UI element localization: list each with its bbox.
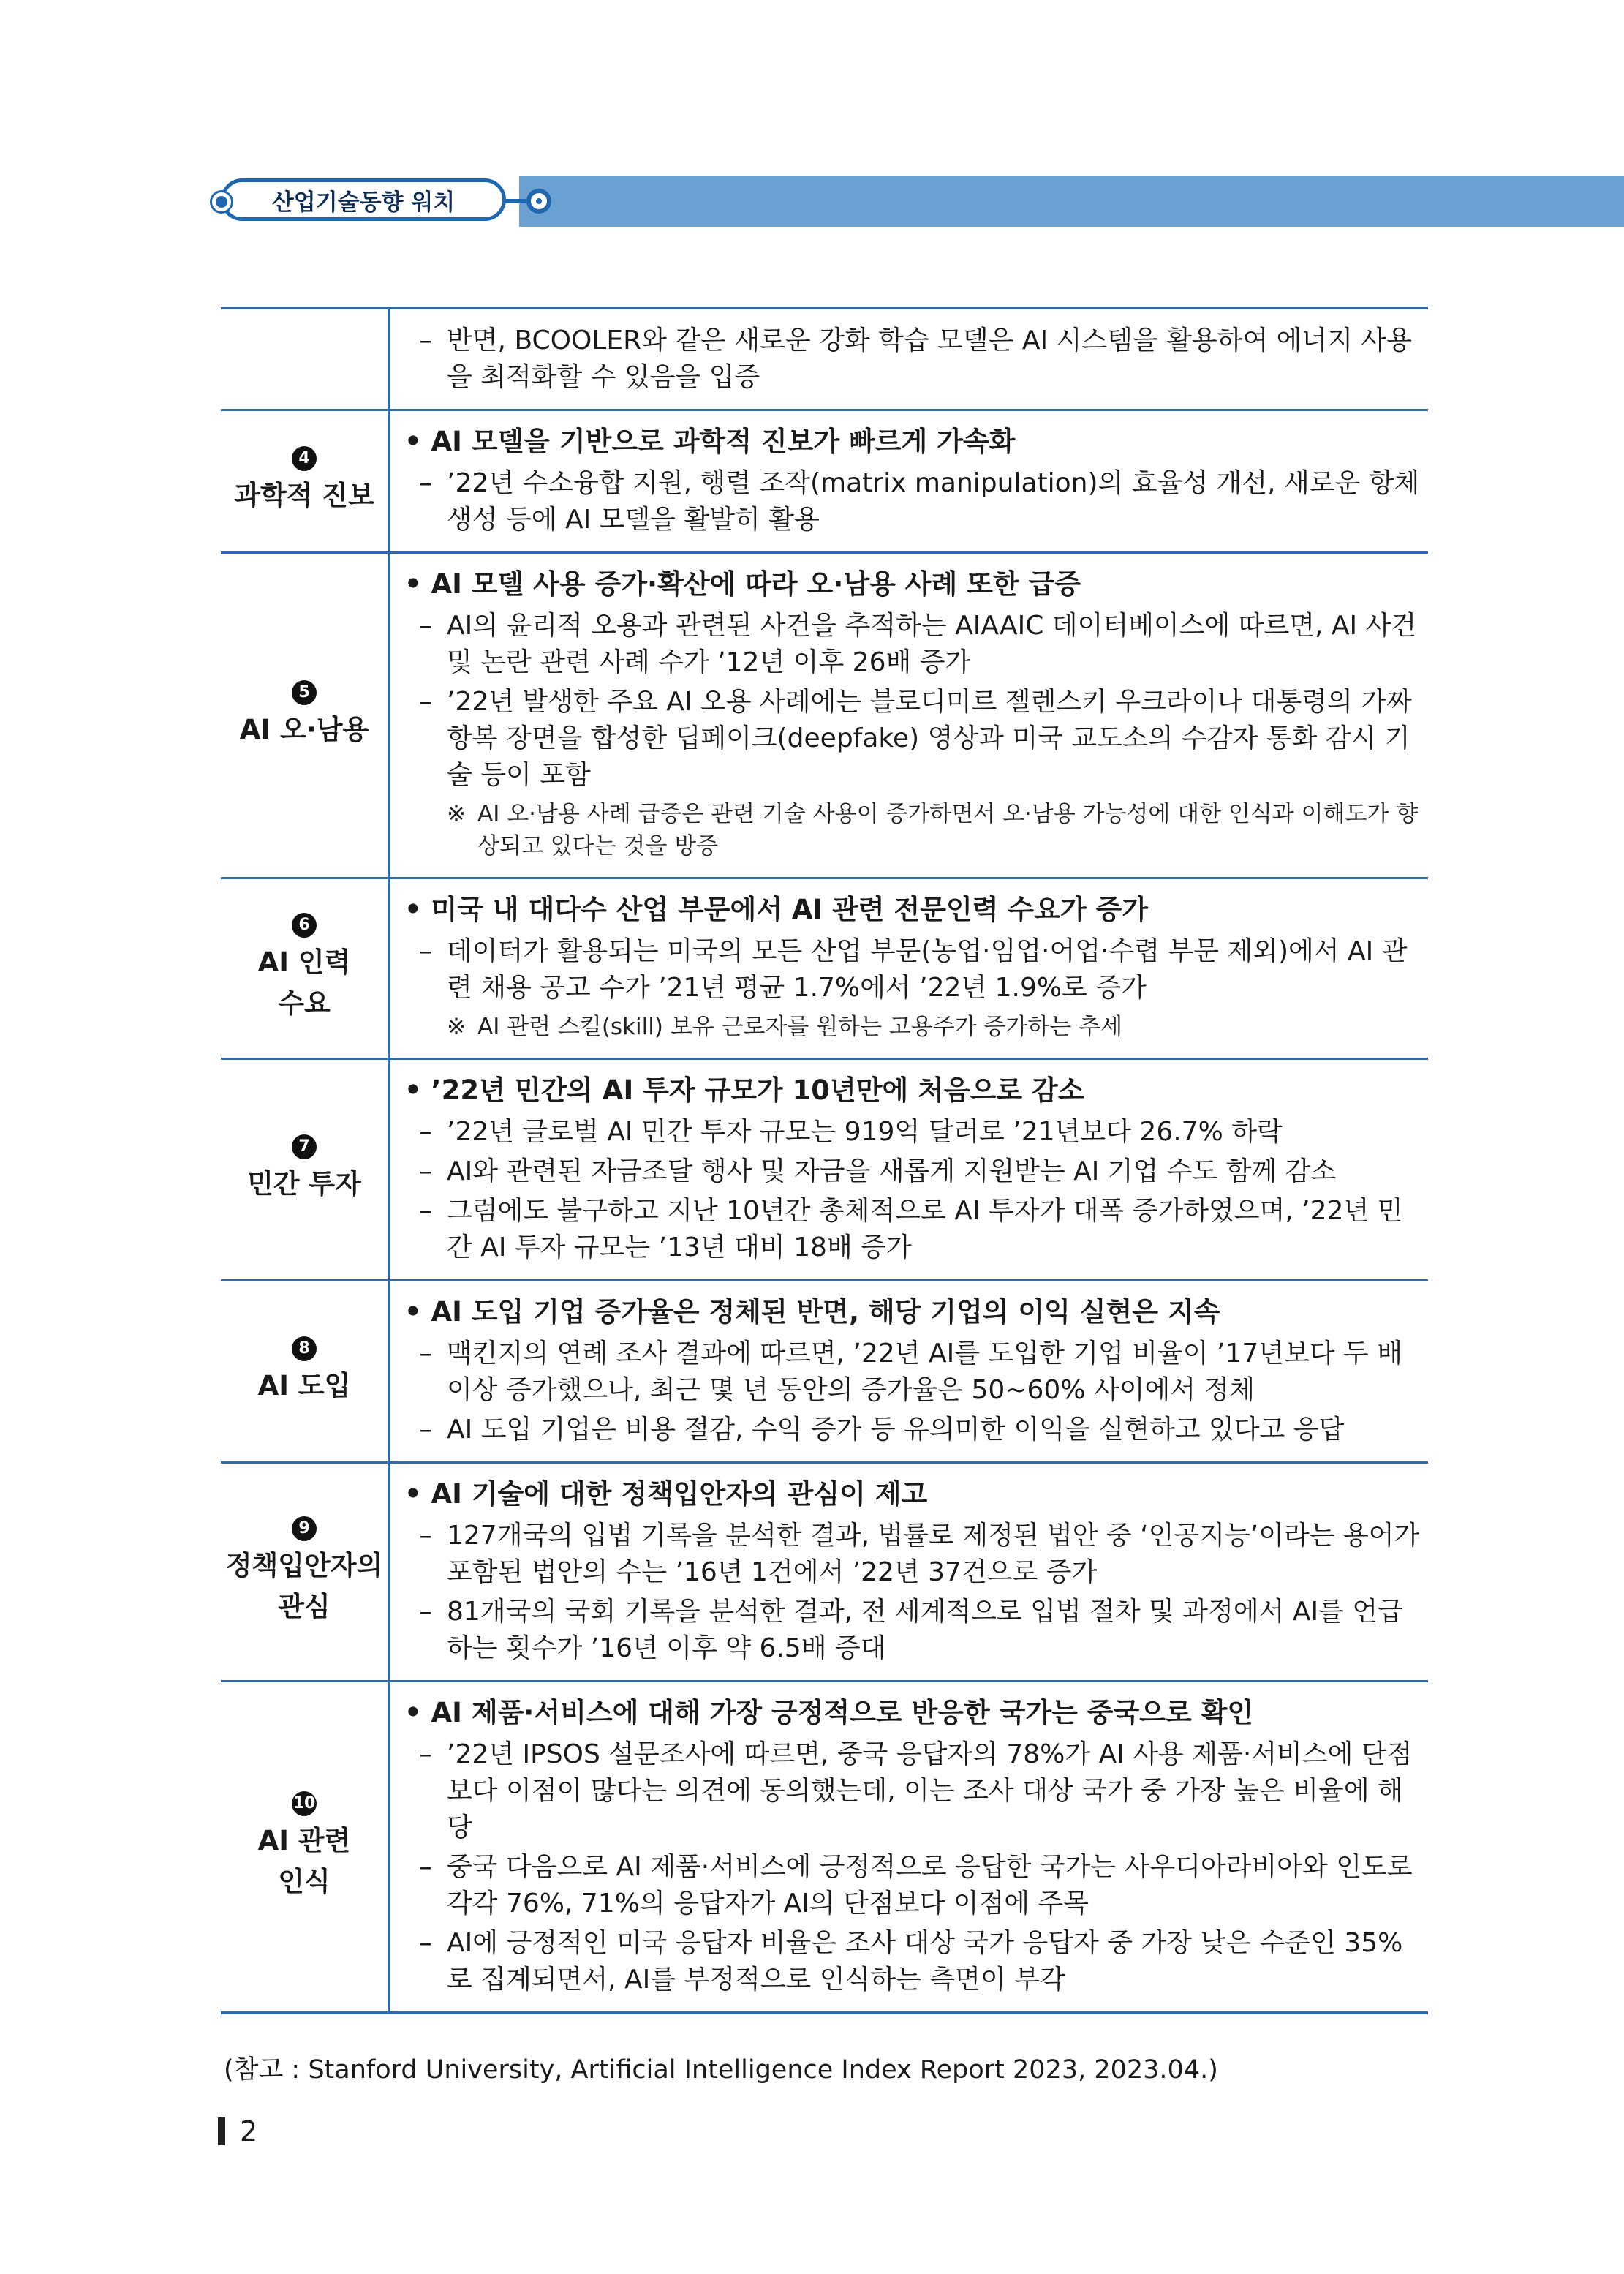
item-number-badge: 8 [292,1336,317,1361]
category-label: 정책입안자의 관심 [225,1550,383,1622]
section-heading: • AI 모델 사용 증가·확산에 따라 오·남용 사례 또한 급증 [404,564,1428,605]
section-heading: • 미국 내 대다수 산업 부문에서 AI 관련 전문인력 수요가 증가 [404,889,1428,930]
item-number-badge: 10 [292,1791,317,1816]
detail-item: – 그럼에도 불구하고 지난 10년간 총체적으로 AI 투자가 대폭 증가하였으며, ’22년 민간 AI 투자 규모는 ’13년 대비 18배 증가 [404,1193,1428,1266]
page-footer [218,2115,257,2147]
category-label: AI 도입 [257,1370,351,1401]
content-cell [390,879,1428,1058]
detail-item: – 81개국의 국회 기록을 분석한 결과, 전 세계적으로 입법 절차 및 과정에서 AI를 언급하는 횟수가 ’16년 이후 약 6.5배 증대 [404,1594,1428,1667]
content-table [221,307,1428,2014]
category-label: 민간 투자 [247,1168,361,1200]
content-cell [390,1464,1428,1680]
item-number-badge: 9 [292,1516,317,1541]
content-cell [390,309,1428,409]
header-bullet-icon [212,192,231,211]
category-cell [221,309,390,409]
detail-item: – 127개국의 입법 기록을 분석한 결과, 법률로 제정된 법안 중 ‘인공지능’이라는 용어가 포함된 법안의 수는 ’16년 1건에서 ’22년 37건으로 증가 [404,1518,1428,1591]
detail-item: – 반면, BCOOLER와 같은 새로운 강화 학습 모델은 AI 시스템을 활용하여 에너지 사용을 최적화할 수 있음을 입증 [404,323,1428,396]
detail-item: – ’22년 수소융합 지원, 행렬 조작(matrix manipulation)의 효율성 개선, 새로운 항체 생성 등에 AI 모델을 활발히 활용 [404,465,1428,538]
category-label: AI 관련 인식 [257,1825,351,1897]
section-heading: • AI 제품·서비스에 대해 가장 긍정적으로 반응한 국가는 중국으로 확인 [404,1693,1428,1733]
header-title: 산업기술동향 워치 [221,178,506,221]
table-row [221,1682,1428,2014]
table-row [221,309,1428,411]
section-heading: • AI 기술에 대한 정책입안자의 관심이 제고 [404,1474,1428,1515]
category-cell [221,1682,390,2011]
detail-item: – ’22년 IPSOS 설문조사에 따르면, 중국 응답자의 78%가 AI 사용 제품·서비스에 단점보다 이점이 많다는 의견에 동의했는데, 이는 조사 대상 국가 중 가장 높은 비율에 해당 [404,1736,1428,1846]
page-number: 2 [240,2115,258,2147]
category-label: 과학적 진보 [234,480,374,511]
table-row [221,1060,1428,1281]
content-cell [390,1060,1428,1279]
category-cell [221,1464,390,1680]
page-marker [218,2117,225,2145]
detail-item: – ’22년 발생한 주요 AI 오용 사례에는 블로디미르 젤렌스키 우크라이나 대통령의 가짜 항복 장면을 합성한 딥페이크(deepfake) 영상과 미국 교도소의 수감자 통화 감시 기술 등이 포함 [404,684,1428,794]
content-cell [390,1682,1428,2011]
table-row [221,1464,1428,1682]
category-cell [221,411,390,551]
detail-item: – AI의 윤리적 오용과 관련된 사건을 추적하는 AIAAIC 데이터베이스에 따르면, AI 사건 및 논란 관련 사례 수가 ’12년 이후 26배 증가 [404,608,1428,681]
section-heading: • AI 모델을 기반으로 과학적 진보가 빠르게 가속화 [404,421,1428,462]
content-cell [390,1281,1428,1461]
category-cell [221,554,390,877]
category-cell [221,879,390,1058]
detail-item: – ’22년 글로벌 AI 민간 투자 규모는 919억 달러로 ’21년보다 26.7% 하락 [404,1114,1428,1151]
category-cell [221,1281,390,1461]
category-cell [221,1060,390,1279]
reference-note: ※ AI 관련 스킬(skill) 보유 근로자를 원하는 고용주가 증가하는 추세 [404,1011,1428,1043]
item-number-badge: 4 [292,446,317,471]
item-number-badge: 5 [292,680,317,705]
source-citation: (참고 : Stanford University, Artificial Intelligence Index Report 2023, 2023.04.) [224,2055,1218,2085]
detail-item: – AI 도입 기업은 비용 절감, 수익 증가 등 유의미한 이익을 실현하고 있다고 응답 [404,1412,1428,1448]
header-bar [519,176,1624,227]
header-dot-icon [526,189,551,214]
table-row [221,411,1428,554]
page-header [212,176,1624,230]
content-cell [390,411,1428,551]
detail-item: – AI에 긍정적인 미국 응답자 비율은 조사 대상 국가 응답자 중 가장 낮은 수준인 35%로 집계되면서, AI를 부정적으로 인식하는 측면이 부각 [404,1925,1428,1998]
detail-item: – 맥킨지의 연례 조사 결과에 따르면, ’22년 AI를 도입한 기업 비율이 ’17년보다 두 배 이상 증가했으나, 최근 몇 년 동안의 증가율은 50~60% 사이에서 정체 [404,1336,1428,1409]
table-row [221,554,1428,879]
item-number-badge: 7 [292,1134,317,1159]
section-heading: • AI 도입 기업 증가율은 정체된 반면, 해당 기업의 이익 실현은 지속 [404,1292,1428,1333]
category-label: AI 인력 수요 [257,946,351,1019]
detail-item: – AI와 관련된 자금조달 행사 및 자금을 새롭게 지원받는 AI 기업 수도 함께 감소 [404,1153,1428,1190]
detail-item: – 데이터가 활용되는 미국의 모든 산업 부문(농업·임업·어업·수렵 부문 제외)에서 AI 관련 채용 공고 수가 ’21년 평균 1.7%에서 ’22년 1.9%로 증가 [404,933,1428,1006]
table-row [221,879,1428,1060]
content-cell [390,554,1428,877]
category-label: AI 오·남용 [239,714,369,745]
detail-item: – 중국 다음으로 AI 제품·서비스에 긍정적으로 응답한 국가는 사우디아라비아와 인도로 각각 76%, 71%의 응답자가 AI의 단점보다 이점에 주목 [404,1849,1428,1922]
section-heading: • ’22년 민간의 AI 투자 규모가 10년만에 처음으로 감소 [404,1070,1428,1111]
item-number-badge: 6 [292,913,317,938]
reference-note: ※ AI 오·남용 사례 급증은 관련 기술 사용이 증가하면서 오·남용 가능성에 대한 인식과 이해도가 향상되고 있다는 것을 방증 [404,798,1428,862]
table-row [221,1281,1428,1464]
